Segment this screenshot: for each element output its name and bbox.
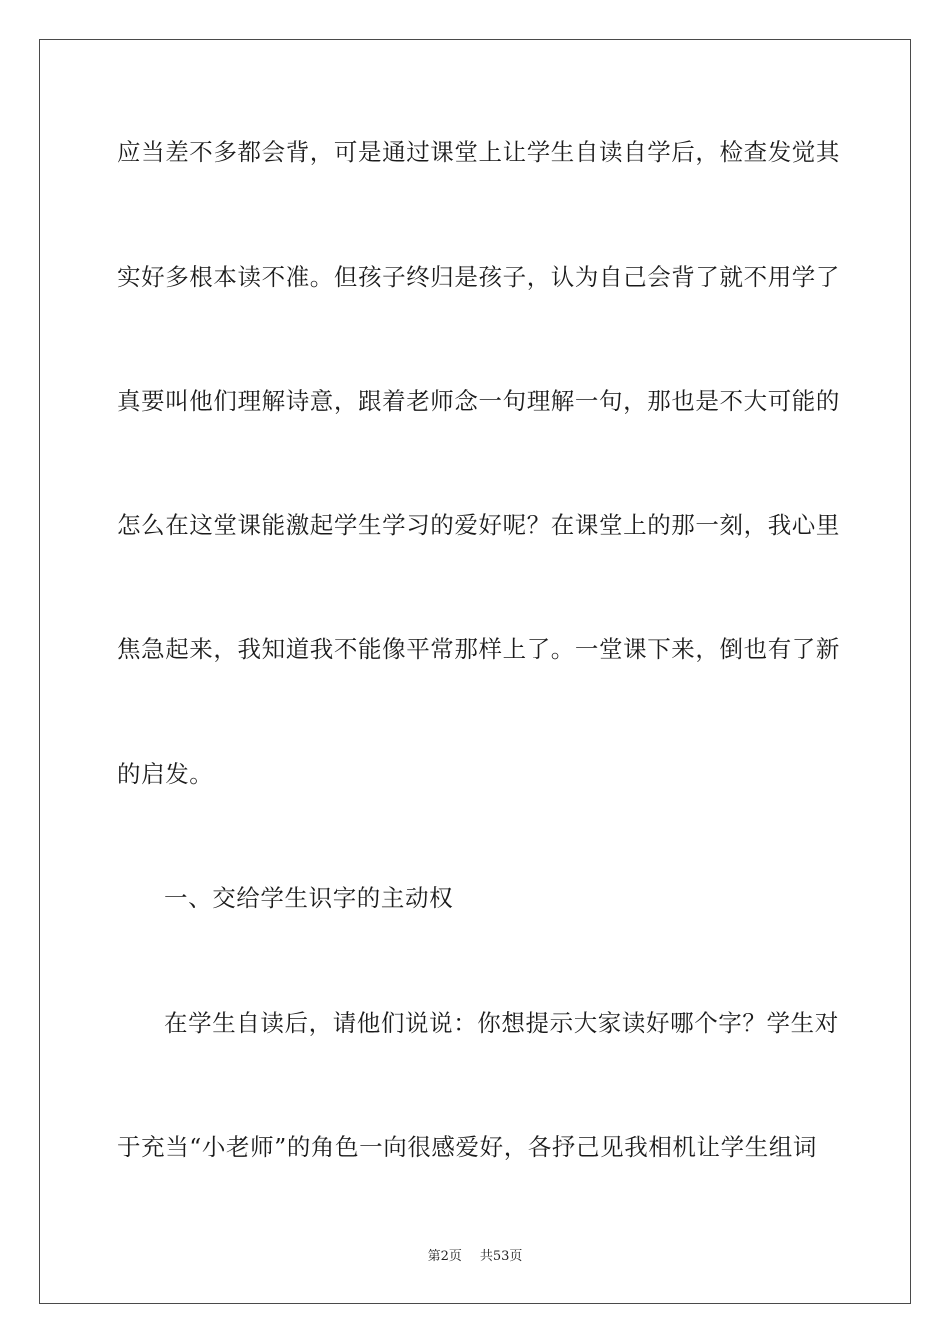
- body-text-line: 的启发。: [117, 760, 214, 788]
- body-text-line: 应当差不多都会背，可是通过课堂上让学生自读自学后，检查发觉其: [117, 138, 840, 166]
- page-footer: [0, 1248, 950, 1266]
- section-heading: 一、交给学生识字的主动权: [164, 884, 454, 912]
- body-text-line: 真要叫他们理解诗意，跟着老师念一句理解一句，那也是不大可能的: [117, 387, 840, 415]
- body-text-line: 怎么在这堂课能激起学生学习的爱好呢？在课堂上的那一刻，我心里: [117, 511, 840, 539]
- body-text-line: 实好多根本读不准。但孩子终归是孩子，认为自己会背了就不用学了: [117, 263, 840, 291]
- body-text-line: 在学生自读后，请他们说说：你想提示大家读好哪个字？学生对: [164, 1009, 839, 1037]
- body-text-line: 于充当“小老师”的角色一向很感爱好，各抒己见我相机让学生组词: [117, 1133, 818, 1161]
- page-border: [39, 39, 911, 1304]
- page-number: 第2页: [427, 1249, 462, 1264]
- page-total: 共53页: [479, 1249, 523, 1264]
- body-text-line: 焦急起来，我知道我不能像平常那样上了。一堂课下来，倒也有了新: [117, 635, 840, 663]
